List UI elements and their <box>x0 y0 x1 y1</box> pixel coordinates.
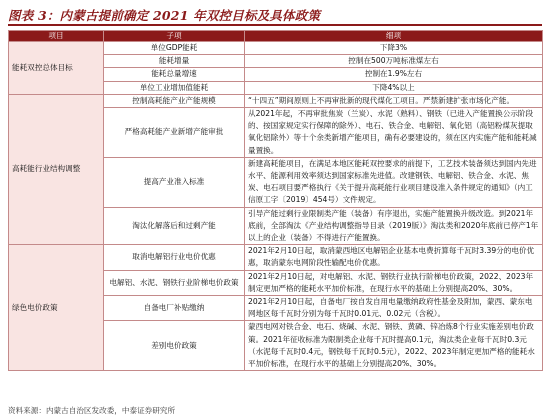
detail-cell: 蒙西电网对铁合金、电石、烧碱、水泥、钢铁、黄磷、锌冶炼8个行业实施差别电价政策。2021年征收标准为限制类企业每千瓦时提高0.1元，淘汰类企业每千瓦时0.3元（水泥每千瓦时0.4元，钢铁每千瓦时0.5元），2022、2023年制定更加严格的能耗水平加价标准，在现行水平的基础上分别提高20%、30%。 <box>245 321 543 371</box>
detail-cell: 下降4%以上 <box>245 81 543 94</box>
figure-title: 图表 3：内蒙古提前确定 2021 年双控目标及具体政策 <box>8 8 321 23</box>
table-row <box>9 94 543 107</box>
detail-cell: 新建高耗能项目，在满足本地区能耗双控要求的前提下，工艺技术装备须达到国内先进水平、能源利用效率须达到国家标准先进值。改建钢铁、电解铝、铁合金、水泥、焦炭、电石项目要严格执行《关于提升高耗能行业项目建设准入条件规定的通知》（内工信原工字〔2019〕454号）文件规定。 <box>245 157 543 207</box>
header-project: 项目 <box>9 31 104 42</box>
subitem-cell: 能耗增量 <box>104 55 245 68</box>
table-row <box>9 245 543 270</box>
category-pricing: 绿色电价政策 <box>9 245 104 371</box>
subitem-cell: 控制高耗能产业产能规模 <box>104 94 245 107</box>
detail-cell: “十四五”期间原则上不再审批新的现代煤化工项目。严禁新建扩张市场化产能。 <box>245 94 543 107</box>
detail-cell: 2021年2月10日起，自备电厂按自发自用电量缴纳政府性基金及附加，蒙西、蒙东电网地区每千瓦时分别为每千瓦时0.01元、0.02元（含税）。 <box>245 296 543 321</box>
detail-cell: 引导产能过剩行业限制类产能（装备）有序退出，实施产能置换升级改造。到2021年底前，全部淘汰《产业结构调整指导目录（2019版）》淘汰类和2020年底前已停产1年以上的企业（装备）不得进行产能置换。 <box>245 207 543 245</box>
header-detail: 细项 <box>245 31 543 42</box>
source-note: 资料来源：内蒙古自治区发改委，中泰证券研究所 <box>8 406 176 415</box>
subitem-cell: 单位GDP能耗 <box>104 42 245 55</box>
subitem-cell: 单位工业增加值能耗 <box>104 81 245 94</box>
title-rule <box>8 24 542 26</box>
subitem-cell: 能耗总量增速 <box>104 68 245 81</box>
detail-cell: 2021年2月10日起，对电解铝、水泥、钢铁行业执行阶梯电价政策，2022、2023年制定更加严格的能耗水平加价标准，在现行水平的基础上分别提高20%、30%。 <box>245 270 543 295</box>
subitem-cell: 严格高耗能产业新增产能审批 <box>104 108 245 158</box>
subitem-cell: 电解铝、水泥、钢铁行业阶梯电价政策 <box>104 270 245 295</box>
policy-table <box>8 30 543 371</box>
subitem-cell: 提高产业准入标准 <box>104 157 245 207</box>
table-row <box>9 42 543 55</box>
detail-cell: 控制在1.9%左右 <box>245 68 543 81</box>
subitem-cell: 自备电厂补贴缴纳 <box>104 296 245 321</box>
category-structure: 高耗能行业结构调整 <box>9 94 104 244</box>
subitem-cell: 淘汰化解落后和过剩产能 <box>104 207 245 245</box>
table-header-row <box>9 31 543 42</box>
header-subitem: 子项 <box>104 31 245 42</box>
detail-cell: 下降3% <box>245 42 543 55</box>
category-energy-control: 能耗双控总体目标 <box>9 42 104 95</box>
detail-cell: 控制在500万吨标准煤左右 <box>245 55 543 68</box>
subitem-cell: 差别电价政策 <box>104 321 245 371</box>
detail-cell: 从2021年起，不再审批焦炭（兰炭）、水泥（熟料）、钢铁（已进入产能置换公示阶段的、按国家规定实行保障的除外）、电石、铁合金、电解铝、氧化铝（高铝粉煤灰提取氧化铝除外）等十个余类新增产能项目，确有必要建设的，须在区内实施产能和能耗减量置换。 <box>245 108 543 158</box>
subitem-cell: 取消电解铝行业电价优惠 <box>104 245 245 270</box>
detail-cell: 2021年2月10日起，取消蒙西地区电解铝企业基本电费折算每千瓦时3.39分的电价优惠，取消蒙东电网阶段性输配电价优惠。 <box>245 245 543 270</box>
